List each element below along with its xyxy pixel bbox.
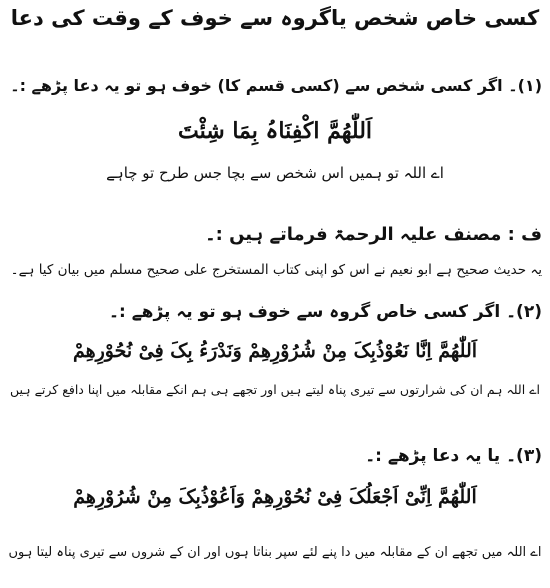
section-2-arabic-dua: اَللّٰھُمَّ اِنَّا نَعُوْذُبِکَ مِنْ شُرُوْرِھِمْ وَنَدْرَءُ بِکَ فِیْ نُحُوْرِھِمْ <box>72 340 478 362</box>
section-2-heading: (۲)۔ اگر کسی خاص گروہ سے خوف ہو تو یہ پڑھے :۔ <box>109 302 542 322</box>
section-1-translation: اے اللہ تو ہمیں اس شخص سے بچا جس طرح تو چاہے <box>106 164 444 182</box>
section-3-heading: (۳)۔ یا یہ دعا پڑھے :۔ <box>365 446 542 466</box>
section-3-translation: اے اللہ میں تجھے ان کے مقابلہ میں دا پنے لئے سپر بناتا ہوں اور ان کے شروں سے تیری پناہ لیتا ہوں <box>8 545 542 560</box>
section-3-arabic-dua: اَللّٰھُمَّ اِنِّیْ اَجْعَلُکَ فِیْ نُحُوْرِھِمْ وَاَعُوْذُبِکَ مِنْ شُرُوْرِھِمْ <box>73 486 477 508</box>
section-2-translation: اے اللہ ہم ان کی شرارتوں سے تیری پناہ لیتے ہیں اور تجھے ہی ہم انکے مقابلہ میں اپنا دافع کرتے ہیں <box>9 382 540 397</box>
section-1-arabic-dua: اَللّٰھُمَّ اکْفِنَاہُ بِمَا شِئْتَ <box>177 118 373 144</box>
page-title: کسی خاص شخص یاگروہ سے خوف کے وقت کی دعا <box>10 6 540 30</box>
note-heading: ف : مصنف علیہ الرحمۃ فرماتے ہیں :۔ <box>205 224 542 245</box>
section-1-heading: (۱)۔ اگر کسی شخص سے (کسی قسم کا) خوف ہو تو یہ دعا پڑھے :۔ <box>10 76 542 95</box>
note-text: یہ حدیث صحیح ہے ابو نعیم نے اس کو اپنی کتاب المستخرج علی صحیح مسلم میں بیان کیا ہے۔ <box>10 262 542 278</box>
